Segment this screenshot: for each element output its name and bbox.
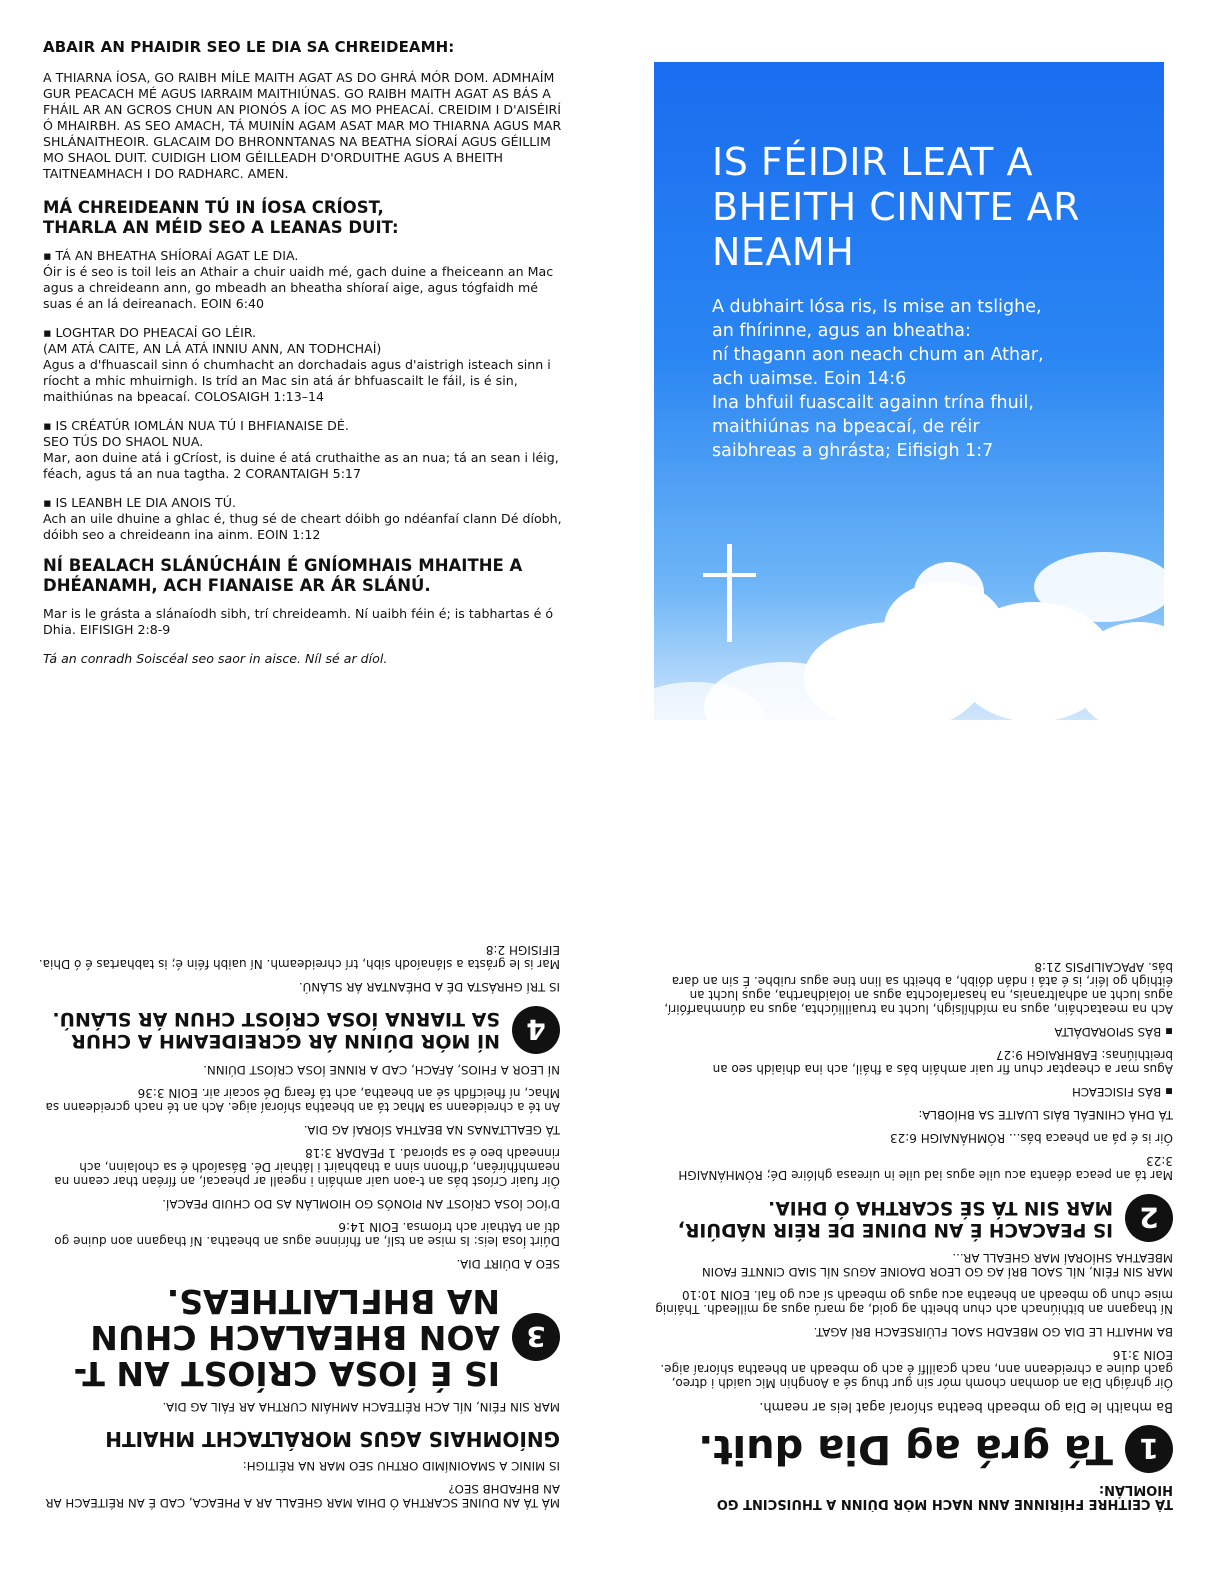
- card-verse: [712, 295, 1132, 463]
- truth-2-subhead: TÁ DHÁ CHINEÁL BÁIS LUAITE SA BHÍOBLA:: [918, 1108, 1173, 1122]
- benefit-heading: ▪ IS LEANBH LE DIA ANOIS TÚ.: [43, 495, 565, 511]
- truth-3-verse-3: An té a chreideann sa Mhac tá an bheatha shíoraí aige. Ach an té nach gcreideann sa Mhac, ní fheicfidh sé an bheatha, ach tá fearg Dé socair air. EOIN 3:36: [45, 1086, 560, 1114]
- cross-horizontal: [703, 573, 756, 577]
- benefit-subheading: SEO TÚS DO SHAOL NUA.: [43, 434, 204, 449]
- truth-2-verse: Mar tá an peaca déanta acu uile agus iad uile in uireasa ghlóire Dé; RÓMHÁNAIGH 3:23: [678, 1154, 1173, 1182]
- truth-3-subhead-2: D'ÍOC ÍOSA CRÍOST AN PIONÓS GO HIOMLÁN AS DO CHUID PEACAÍ.: [162, 1197, 560, 1211]
- prayer-heading: ABAIR AN PHAIDIR SEO LE DIA SA CHREIDEAMH:: [43, 38, 455, 56]
- truth-1-verse: Óir ghráigh Dia an domhan chomh mór sin gur thug sé a Aonghin Mic uaidh i dtreo, gach duine a chreideann ann, nach gcaillfí é ach go mbeadh an bheatha shíoraí aige. EOIN 3:16: [660, 1348, 1173, 1390]
- verse-line: A dubhairt Iósa ris, Is mise an tslighe,: [712, 297, 1042, 317]
- benefit-heading: ▪ TÁ AN BHEATHA SHÍORAÍ AGAT LE DIA.: [43, 248, 565, 264]
- number-badge: 2: [1125, 1194, 1173, 1242]
- truth-1-lead: Ba mhaith le Dia go mbeadh beatha shíoraí agat leis ar neamh.: [759, 1399, 1173, 1414]
- verse-line: ach uaimse. Eoin 14:6: [712, 369, 907, 389]
- believe-heading: [43, 198, 565, 238]
- works-morality: GNÍOMHAIS AGUS MORÁLTACHT MHAITH: [105, 1427, 560, 1451]
- truth-1-transition: MAR SIN FÉIN, NÍL SAOL BRÍ AG GO LEOR DAOINE AGUS NÍL SIAD CINNTE FAOIN MBEATHA SHÍORAÍ MAR GHEALL AR...: [701, 1251, 1173, 1279]
- prayer-text: A THIARNA ÍOSA, GO RAIBH MÍLE MAITH AGAT AS DO GHRÁ MÓR DOM. ADMHAÍM GUR PEACACH MÉ AGUS IARRAIM MAITHIÚNAS. GO RAIBH MAITH AGAT AS BÁS A FHÁIL AR AN GCROS CHUN AN PIONÓS A ÍOC AS MO PHEACAÍ. CREIDIM I D'AISÉIRÍ Ó MHAIRBH. AS SEO AMACH, TÁ MUINÍN AGAM ASAT MAR MO THIARNA AGUS MAR SHLÁNAITHEOIR. GLACAIM DO BHRONNTANAS NA BEATHA SÍORAÍ AGUS GÉILLIM MO SHAOL DUIT. CUIDIGH LIOM GÉILLEADH D'ORDUITHE AGUS A BHEITH TAITNEAMHACH I DO RADHARC. AMEN.: [43, 70, 562, 181]
- benefit-heading: ▪ IS CRÉATÚR IOMLÁN NUA TÚ I BHFIANAISE DÉ.: [43, 418, 565, 434]
- verse-line: Ina bhfuil fuascailt againn trína fhuil,: [712, 393, 1034, 413]
- benefit-child-of-god: [43, 495, 565, 543]
- physical-death-verse: Agus mar a cheaptar chun fir uair amháin bás a fháil, ach ina dhiaidh seo an breithiúnas: EABHRAIGH 9:27: [712, 1048, 1173, 1076]
- verse-line: maithiúnas na bpeacaí, de réir: [712, 417, 980, 437]
- believe-heading-line-1: MÁ CHREIDEANN TÚ IN ÍOSA CRÍOST,: [43, 198, 384, 217]
- number-badge: 3: [512, 1313, 560, 1361]
- benefit-text: Agus a d'fhuascail sinn ó chumhacht an dorchadais agus d'aistrigh isteach sinn i ríocht a mhic mhuirnigh. Is tríd an Mac sin atá ár bhfuascailt le fáil, is é sin, maithiúnas na bpeacaí. COLOSAIGH 1:13–14: [43, 357, 551, 404]
- cross-vertical: [727, 544, 732, 642]
- truth-2-verse-2: Óir is é pá an pheaca bás... RÓMHÁNAIGH 6:23: [889, 1131, 1173, 1145]
- truth-4-row: [38, 1006, 560, 1054]
- works-text: Mar is le grásta a slánaíodh sibh, trí chreideamh. Ní uaibh féin é; is tabhartas é ó Dhia. EIFISIGH 2:8-9: [43, 606, 554, 637]
- truth-3-title: IS É ÍOSA CRÍOST AN T-AON BHEALACH CHUN NA BHFLAITHEAS.: [73, 1282, 500, 1393]
- truths-1-2-panel: [648, 830, 1173, 1510]
- truth-1-subhead: BA MHAITH LE DIA GO MBEADH SAOL FLÚIRSEACH BRÍ AGAT.: [813, 1325, 1173, 1339]
- truth-4-subhead: IS TRÍ GHRÁSTA DÉ A DHÉANTAR ÁR SLÁNÚ.: [298, 980, 560, 994]
- gospel-back-panel: [43, 38, 565, 667]
- truth-1-row: [648, 1425, 1173, 1473]
- believe-heading-line-2: THARLA AN MÉID SEO A LEANAS DUIT:: [43, 218, 399, 237]
- truth-4-verse: Mar is le grásta a slánaíodh sibh, trí chreideamh. Ní uaibh féin é; is tabhartas é ó Dhia. EIFISIGH 2:8: [38, 943, 560, 971]
- verse-line: an fhírinne, agus an bheatha:: [712, 321, 971, 341]
- truth-3-transition: NÍ LEOR A FHIOS, ÁFACH, CAD A RINNE ÍOSA CRÍOST DÚINN.: [203, 1063, 560, 1077]
- truth-3-subhead: SEO A DÚIRT DIA.: [456, 1257, 560, 1271]
- truth-3-row: [38, 1283, 560, 1391]
- cloud-shape: [914, 562, 984, 622]
- number-badge: 1: [1125, 1425, 1173, 1473]
- benefit-heading: ▪ LOGHTAR DO PHEACAÍ GO LÉIR.: [43, 325, 565, 341]
- truth-3-verse: Dúirt Íosa leis: Is mise an tslí, an fhírinne agus an bheatha. Ní thagann aon duine go dtí an tAthair ach tríomsa. EOIN 14:6: [54, 1220, 560, 1248]
- solution-question: MÁ TÁ AN DUINE SCARTHA Ó DHIA MAR GHEALL AR A PHEACA, CAD É AN RÉITEACH AR AN BHFADHB SEO?: [45, 1482, 560, 1510]
- benefit-eternal-life: [43, 248, 565, 312]
- benefit-text: Ach an uile dhuine a ghlac é, thug sé de cheart dóibh go ndéanfaí clann Dé díobh, dóibh seo a chreideann ina ainm. EOIN 1:12: [43, 511, 562, 542]
- truth-2-title: IS PEACACH É AN DUINE DE RÉIR NÁDÚIR, MAR SIN TÁ SÉ SCARTHA Ó DHIA.: [677, 1197, 1113, 1240]
- solution-intro: IS MINIC A SMAOINÍMID ORTHU SEO MAR NA RÉITIGH:: [242, 1459, 560, 1473]
- truths-3-4-panel: [38, 830, 560, 1510]
- free-tract-note: Tá an conradh Soiscéal seo saor in aisce. Níl sé ar díol.: [43, 651, 388, 666]
- death-type-physical: ▪ BÁS FISICEACH: [648, 1085, 1173, 1099]
- truth-3-verse-2: Óir fuair Críost bás an t-aon uair amháin i ngeall ar pheacaí, an fíréan thar ceann na neamhfhíréan, d'fhonn sinn a thabhairt i láthair Dé. Básaíodh é sa cholainn, ach rinneadh beo é sa spiorad. 1 PEADAR 3:18: [54, 1146, 560, 1188]
- number-badge: 4: [512, 1006, 560, 1054]
- death-type-spiritual: ▪ BÁS SPIORADÁLTA: [648, 1025, 1173, 1039]
- truths-intro: TÁ CEITHRE FHÍRINNE ANN NACH MÓR DÚINN A THUISCINT GO HIOMLÁN:: [716, 1482, 1173, 1511]
- truth-3-subhead-3: TÁ GEALLTANAS NA BEATHA SÍORAÍ AG DIA.: [303, 1123, 560, 1137]
- cloud-shape: [1034, 552, 1164, 622]
- spiritual-death-verse: Ach na meatacháin, agus na mídhílsigh, lucht na truailliúchta, agus na dúnmharfóirí, agus lucht an adhaltranais, na hasarlaíochta agus an iolaidhartha, agus lucht an éithigh go léir, is é atá i ndán dóibh, a bheith sa linn tine agus ruibhe. É sin an dara bás. APACAILIPSIS 21:8: [664, 960, 1173, 1016]
- benefit-text: Óir is é seo is toil leis an Athair a chuir uaidh mé, gach duine a fheiceann an Mac agus a chreideann ann, go mbeadh an bheatha shíoraí aige, agus tógfaidh mé suas é an lá deireanach. EOIN 6:40: [43, 264, 554, 311]
- truth-2-row: [648, 1194, 1173, 1242]
- benefit-text: Mar, aon duine atá i gCríost, is duine é atá cruthaithe as an nua; tá an sean i léig, féach, agus tá an nua tagtha. 2 CORANTAIGH 5:17: [43, 450, 559, 481]
- works-heading: NÍ BEALACH SLÁNÚCHÁIN É GNÍOMHAIS MHAITHE A DHÉANAMH, ACH FIANAISE AR ÁR SLÁNÚ.: [43, 556, 523, 595]
- verse-line: ní thagann aon neach chum an Athar,: [712, 345, 1044, 365]
- truth-4-title: NÍ MÓR DÚINN ÁR GCREIDEAMH A CHUR SA TIARNA ÍOSA CRÍOST CHUN ÁR SLÁNÚ.: [52, 1008, 500, 1052]
- verse-line: saibhreas a ghrásta; Eifisigh 1:7: [712, 441, 994, 461]
- card-title: IS FÉIDIR LEAT A BHEITH CINNTE AR NEAMH: [712, 140, 1081, 274]
- benefit-new-creation: [43, 418, 565, 482]
- benefit-subheading: (AM ATÁ CAITE, AN LÁ ATÁ INNIU ANN, AN TODHCHAÍ): [43, 341, 382, 356]
- truth-1-verse-2: Ní thagann an bithiúnach ach chun bheith ag goid, ag marú agus ag milleadh. Tháinig mise chun go mbeadh an bheatha acu agus go mbeadh sí acu go fial. EOIN 10:10: [655, 1288, 1173, 1316]
- benefit-forgiven: [43, 325, 565, 405]
- only-one-solution: MAR SIN FÉIN, NÍL ACH RÉITEACH AMHÁIN CURTHA AR FÁIL AG DIA.: [162, 1400, 560, 1414]
- cover-card: [654, 62, 1164, 720]
- truth-1-title: Tá grá ag Dia duit.: [698, 1426, 1113, 1472]
